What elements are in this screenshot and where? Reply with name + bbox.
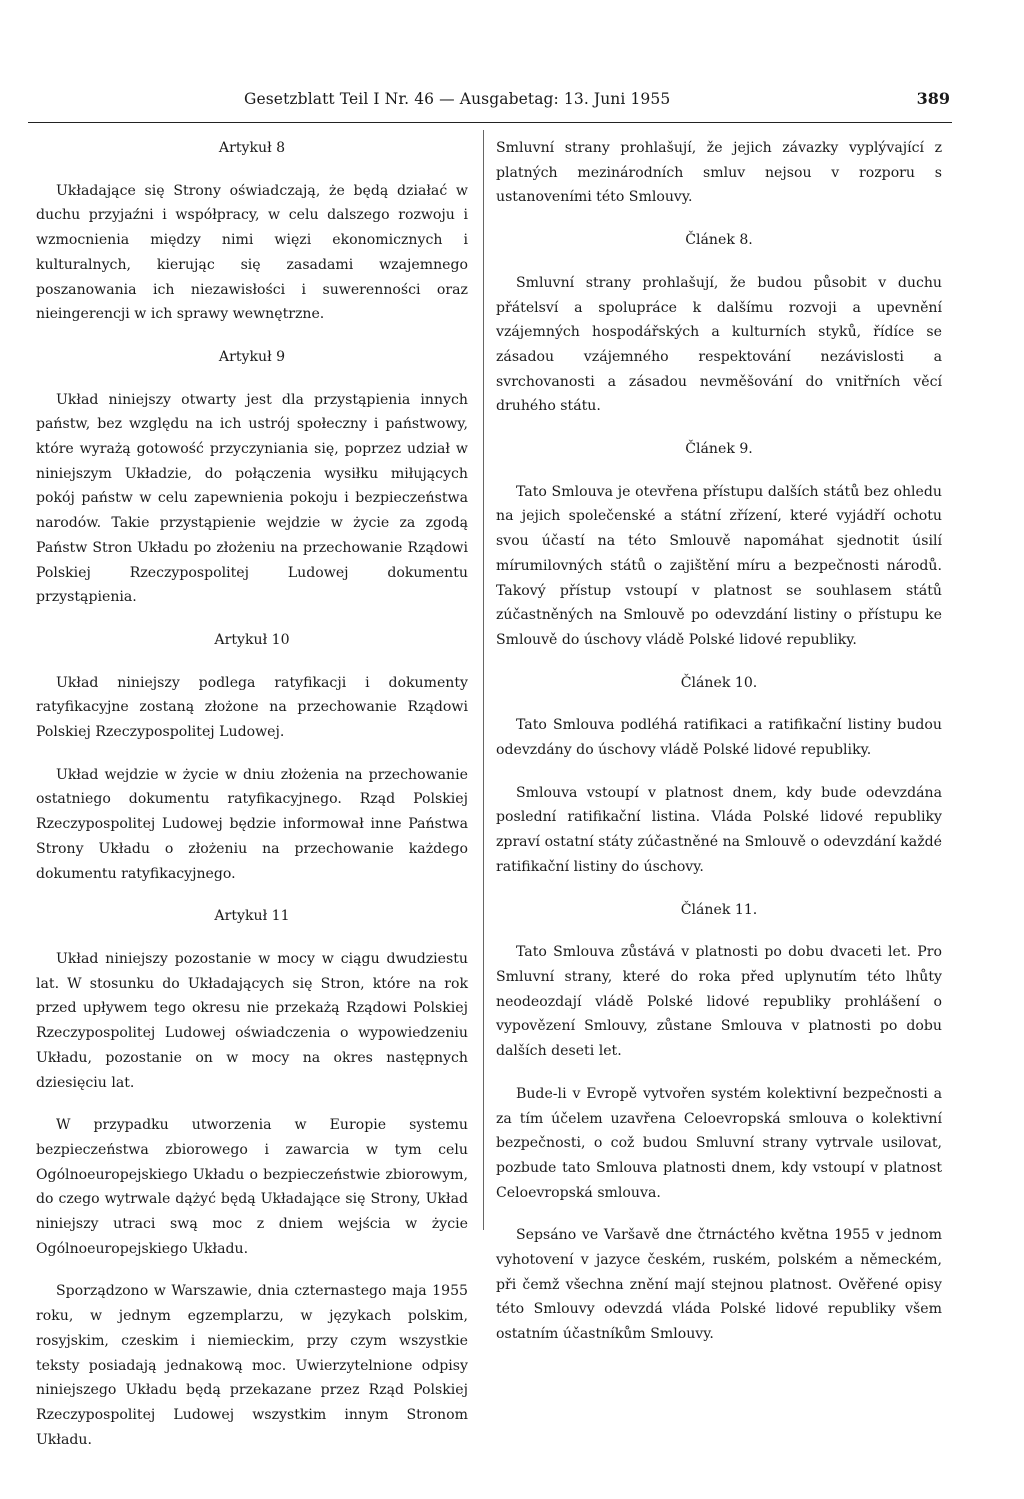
article-paragraph: Bude-li v Evropě vytvořen systém kolektivní bezpečnosti a za tím účelem uzavřena Celoevropská smlouva o kolektivní bezpečnosti, o což budou Smluvní strany vytrvale usilovat, pozbude tato Smlouva platnosti dnem, kdy vstoupí v platnost Celoevropská smlouva. <box>496 1085 942 1201</box>
article-paragraph: Smlouva vstoupí v platnost dnem, kdy bude odevzdána poslední ratifikační listina. Vláda Polské lidové republiky zpraví ostatní státy zúčastněné na Smlouvě o odevzdání každé ratifikační listiny do úschovy. <box>496 784 942 875</box>
czech-column <box>496 136 942 1365</box>
article-paragraph: Układ niniejszy otwarty jest dla przystąpienia innych państw, bez względu na ich ustrój społeczny i państwowy, które wyrażą gotowość przyczyniania się, poprzez udział w niniejszym Układzie, do połączenia wysiłku miłujących pokój państw w celu zapewnienia pokoju i bezpieczeństwa narodów. Takie przystąpienie wejdzie w życie za zgodą Państw Stron Układu po złożeniu na przechowanie Rządowi Polskiej Rzeczypospolitej Ludowej dokumentu przystąpienia. <box>36 391 468 606</box>
article-11-pl <box>36 904 468 1452</box>
article-paragraph: Sporządzono w Warszawie, dnia czternastego maja 1955 roku, w jednym egzemplarzu, w językach polskim, rosyjskim, czeskim i niemieckim, przy czym wszystkie teksty posiadają jednakową moc. Uwierzytelnione odpisy niniejszego Układu będą przekazane przez Rząd Polskiej Rzeczypospolitej Ludowej wszystkim innym Stronom Układu. <box>36 1283 468 1448</box>
article-paragraph: Tato Smlouva podléhá ratifikaci a ratifikační listiny budou odevzdány do úschovy vládě Polské lidové republiky. <box>496 717 942 759</box>
article-heading: Artykuł 10 <box>214 631 290 648</box>
polish-column <box>36 136 468 1470</box>
article-paragraph: Tato Smlouva zůstává v platnosti po dobu dvaceti let. Pro Smluvní strany, které do roka před uplynutím této lhůty neodeozdají vládě Polské lidové republiky prohlášení o vypovězení Smlouvy, zůstane Smlouva v platnosti po dobu dalších deseti let. <box>496 944 942 1060</box>
article-8-cz <box>496 228 942 419</box>
article-paragraph: W przypadku utworzenia w Europie systemu bezpieczeństwa zbiorowego i zawarcia w tym celu Ogólnoeuropejskiego Układu o bezpieczeństwie zbiorowym, do czego wytrwale dążyć będą Układające się Strony, Układ niniejszy utraci swą moc z dniem wejścia w życie Ogólnoeuropejskiego Układu. <box>36 1117 468 1257</box>
article-11-cz <box>496 898 942 1347</box>
page-header <box>30 86 950 114</box>
article-8-pl <box>36 136 468 327</box>
article-7-cz-end <box>496 136 942 210</box>
article-paragraph: Smluvní strany prohlašují, že jejich závazky vyplývající z platných mezinárodních smluv nejsou v rozporu s ustanoveními této Smlouvy. <box>496 140 942 206</box>
article-paragraph: Układ niniejszy podlega ratyfikacji i dokumenty ratyfikacyjne zostaną złożone na przechowanie Rządowi Polskiej Rzeczypospolitej Ludowej. <box>36 674 468 741</box>
header-rule <box>28 122 952 123</box>
article-paragraph: Układające się Strony oświadczają, że będą działać w duchu przyjaźni i współpracy, w celu dalszego rozwoju i wzmocnienia między nimi więzi ekonomicznych i kulturalnych, kierując się zasadami wzajemnego poszanowania ich niezawisłości i suwerenności oraz nieingerencji w ich sprawy wewnętrzne. <box>36 182 468 323</box>
page-number: 389 <box>916 89 950 108</box>
article-paragraph: Układ wejdzie w życie w dniu złożenia na przechowanie ostatniego dokumentu ratyfikacyjnego. Rząd Polskiej Rzeczypospolitej Ludowej będzie informował inne Państwa Strony Układu o złożeniu na przechowanie każdego dokumentu ratyfikacyjnego. <box>36 766 468 882</box>
article-10-pl <box>36 628 468 886</box>
article-heading: Článek 8. <box>685 232 753 249</box>
article-heading: Artykuł 8 <box>218 140 286 156</box>
article-9-cz <box>496 437 942 653</box>
article-10-cz <box>496 671 942 880</box>
article-heading: Článek 10. <box>680 674 758 691</box>
header-title: Gesetzblatt Teil I Nr. 46 — Ausgabetag: 13. Juni 1955 <box>244 90 671 108</box>
article-paragraph: Układ niniejszy pozostanie w mocy w ciągu dwudziestu lat. W stosunku do Układających się Stron, które na rok przed upływem tego okresu nie przekażą Rządowi Polskiej Rzeczypospolitej Ludowej oświadczenia o wypowiedzeniu Układu, pozostanie on w mocy na okres następnych dziesięciu lat. <box>36 950 468 1091</box>
article-paragraph: Tato Smlouva je otevřena přístupu dalších států bez ohledu na jejich společenské a státní zřízení, které vyjádří ochotu svou účastí na této Smlouvě napomáhat sjednotit úsilí mírumilovných států o zajištění míru a bezpečnosti národů. Takový přístup vstoupí v platnost se souhlasem států zúčastněných na Smlouvě po odevzdání listiny o přístupu ke Smlouvě do úschovy vládě Polské lidové republiky. <box>496 483 942 648</box>
article-heading: Artykuł 9 <box>218 348 286 365</box>
article-heading: Artykuł 11 <box>214 908 290 925</box>
column-divider <box>483 130 484 1230</box>
article-9-pl <box>36 345 468 610</box>
article-heading: Článek 11. <box>680 901 758 918</box>
article-paragraph: Sepsáno ve Varšavě dne čtrnáctého května 1955 v jednom vyhotovení v jazyce českém, ruském, polském a německém, při čemž všechna znění mají stejnou platnost. Ověřené opisy této Smlouvy odevzdá vláda Polské lidové republiky všem ostatním účastníkům Smlouvy. <box>496 1227 942 1343</box>
article-heading: Článek 9. <box>685 441 753 458</box>
article-paragraph: Smluvní strany prohlašují, že budou působit v duchu přátelsví a spolupráce k dalšímu rozvoji a upevnění vzájemných hospodářských a kulturních styků, řídíce se zásadou vzájemného respektování nezávislosti a svrchovanosti a zásadou nevměšování do vnitřních věcí druhého státu. <box>496 274 942 415</box>
